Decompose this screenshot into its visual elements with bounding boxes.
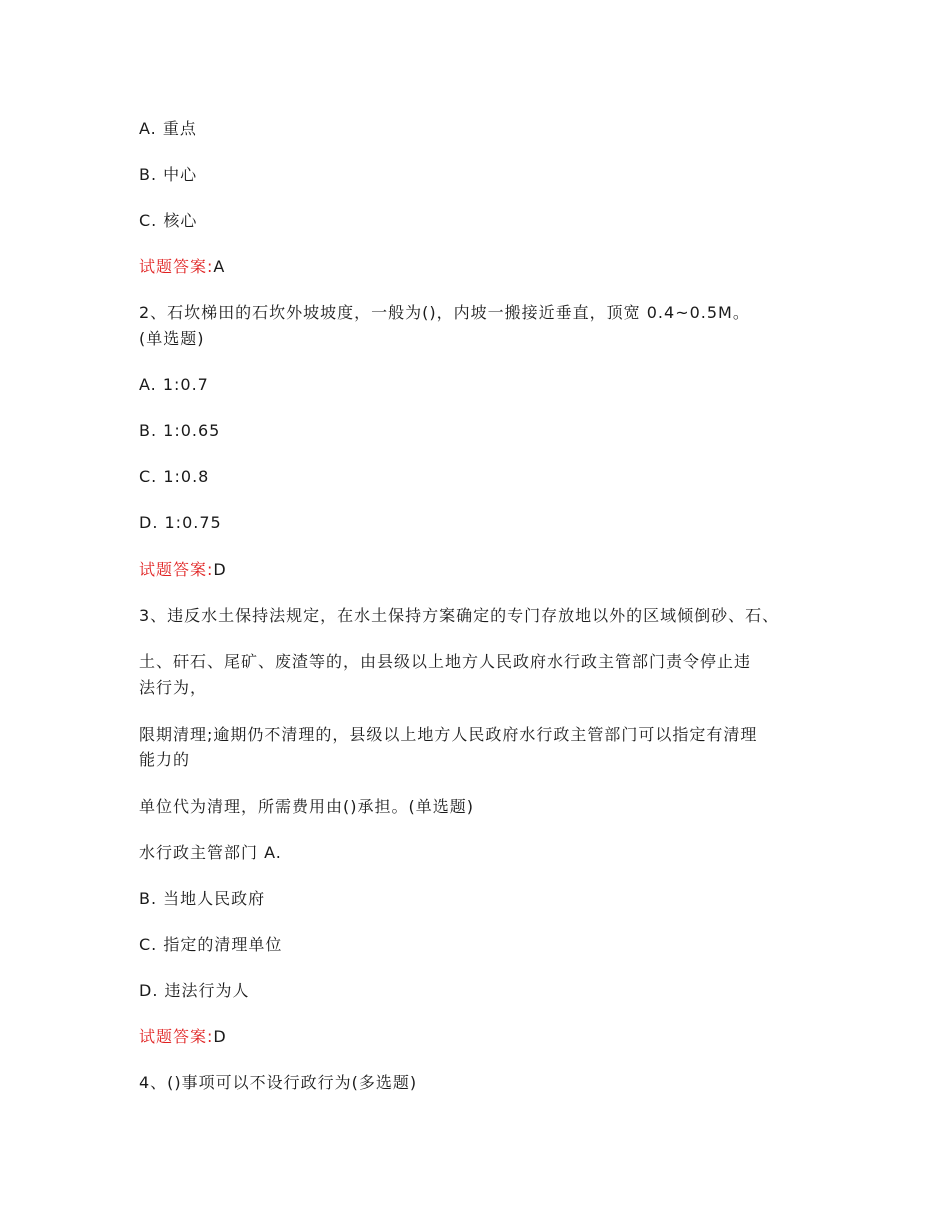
- q3-answer: [139, 1027, 227, 1047]
- q2-option-d: D. 1:0.75: [139, 513, 222, 532]
- q3-option-a: 水行政主管部门 A.: [139, 843, 282, 862]
- q1-option-c: C. 核心: [139, 211, 198, 230]
- answer-value: D: [213, 560, 227, 579]
- answer-value: A: [213, 257, 226, 276]
- answer-value: D: [213, 1027, 227, 1046]
- q2-answer: [139, 560, 227, 580]
- q2-stem-line-2: (单选题): [139, 329, 205, 348]
- q3-option-d: D. 违法行为人: [139, 981, 250, 1000]
- q4-stem: 4、()事项可以不设行政行为(多选题): [139, 1073, 418, 1092]
- answer-label: 试题答案:: [139, 1027, 214, 1046]
- q3-stem-line-3: 法行为，: [139, 678, 208, 697]
- q3-stem-line-1: 3、违反水土保持法规定，在水土保持方案确定的专门存放地以外的区域倾倒砂、石、: [139, 606, 780, 625]
- q2-stem-line-1: 2、石坎梯田的石坎外坡坡度，一般为()，内坡一搬接近垂直，顶宽 0.4~0.5M。: [139, 303, 750, 322]
- answer-label: 试题答案:: [139, 257, 214, 276]
- q1-option-a: A. 重点: [139, 119, 197, 138]
- q3-option-b: B. 当地人民政府: [139, 889, 266, 908]
- q2-option-b: B. 1:0.65: [139, 421, 221, 440]
- q3-stem-line-4: 限期清理;逾期仍不清理的，县级以上地方人民政府水行政主管部门可以指定有清理: [139, 725, 758, 744]
- q1-answer: [139, 257, 225, 277]
- q2-option-c: C. 1:0.8: [139, 467, 210, 486]
- q2-option-a: A. 1:0.7: [139, 375, 209, 394]
- q1-option-b: B. 中心: [139, 165, 198, 184]
- answer-label: 试题答案:: [139, 560, 214, 579]
- q3-stem-line-6: 单位代为清理，所需费用由()承担。(单选题): [139, 797, 474, 816]
- q3-stem-line-2: 土、矸石、尾矿、废渣等的，由县级以上地方人民政府水行政主管部门责令停止违: [139, 652, 752, 671]
- q3-option-c: C. 指定的清理单位: [139, 935, 283, 954]
- q3-stem-line-5: 能力的: [139, 750, 191, 769]
